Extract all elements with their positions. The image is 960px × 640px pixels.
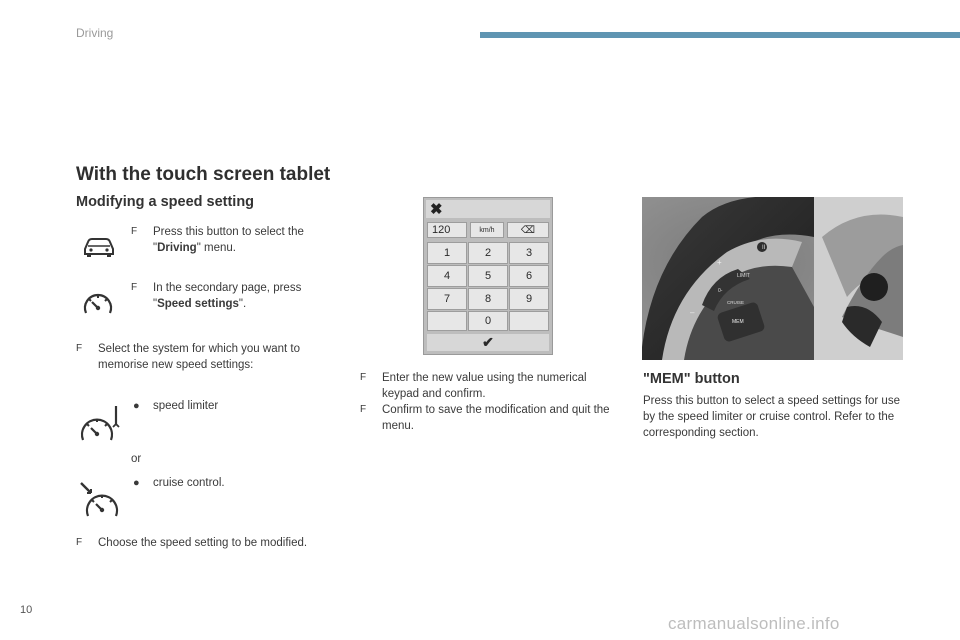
backspace-icon[interactable]: ⌫ bbox=[507, 222, 549, 238]
wheel-plus-label: + bbox=[717, 258, 722, 267]
speedometer-icon bbox=[80, 287, 116, 317]
keypad-unit[interactable]: km/h bbox=[470, 222, 504, 238]
dot-glyph: ● bbox=[133, 477, 140, 489]
page-number: 10 bbox=[20, 604, 33, 616]
steering-wheel-image bbox=[642, 197, 903, 360]
close-icon[interactable]: ✖ bbox=[430, 201, 443, 218]
keypad-key[interactable]: 2 bbox=[468, 242, 508, 264]
bullet-glyph: F bbox=[76, 343, 83, 354]
step-driving-menu: F Press this button to select the "Driving" menu. bbox=[131, 226, 304, 254]
step-speed-settings: F In the secondary page, press "Speed settings". bbox=[131, 282, 302, 310]
bullet-glyph: F bbox=[360, 404, 367, 415]
dot-glyph: ● bbox=[133, 400, 140, 412]
wheel-zero-label: 0- bbox=[718, 288, 723, 294]
keypad-key[interactable]: 3 bbox=[509, 242, 549, 264]
car-icon bbox=[82, 233, 116, 259]
mem-button-description: Press this button to select a speed settings for use by the speed limiter or cruise control. Refer to the corresponding section. bbox=[643, 395, 900, 439]
section-subtitle: Modifying a speed setting bbox=[76, 194, 255, 210]
keypad-key[interactable]: 8 bbox=[468, 288, 508, 310]
keypad-key[interactable]: 5 bbox=[468, 265, 508, 287]
keypad-key[interactable]: 1 bbox=[427, 242, 467, 264]
wheel-cruise-label: CRUISE bbox=[727, 300, 745, 305]
keypad-key[interactable]: 7 bbox=[427, 288, 467, 310]
page-title: With the touch screen tablet bbox=[76, 164, 331, 185]
keypad-key[interactable]: 6 bbox=[509, 265, 549, 287]
mem-button-title: "MEM" button bbox=[643, 371, 740, 387]
step-select-system: F Select the system for which you want to memorise new speed settings: bbox=[76, 343, 300, 371]
keypad-top-bar bbox=[426, 200, 550, 218]
keypad-key[interactable]: 9 bbox=[509, 288, 549, 310]
keypad-key[interactable]: 0 bbox=[468, 311, 508, 331]
watermark: carmanualsonline.info bbox=[668, 614, 840, 633]
checkmark-icon[interactable]: ✔ bbox=[427, 334, 549, 351]
bullet-glyph: F bbox=[360, 372, 367, 383]
wheel-limit-label: LIMIT bbox=[737, 273, 750, 279]
wheel-mem-label: MEM bbox=[732, 319, 744, 325]
step-confirm-save: F Confirm to save the modification and quit the menu. bbox=[360, 404, 610, 432]
bullet-glyph: F bbox=[131, 282, 138, 293]
wheel-minus-label: – bbox=[690, 308, 695, 317]
keypad-blank-key bbox=[427, 311, 467, 331]
keypad-blank-key bbox=[509, 311, 549, 331]
bullet-glyph: F bbox=[131, 226, 138, 237]
option-speed-limiter: ● speed limiter bbox=[133, 400, 219, 412]
keypad-display: 120 bbox=[427, 222, 467, 238]
numeric-keypad bbox=[423, 197, 553, 355]
or-label: or bbox=[131, 453, 142, 465]
wheel-pause-label: II bbox=[762, 245, 766, 251]
cruise-control-icon bbox=[78, 480, 122, 522]
step-choose-setting: F Choose the speed setting to be modified. bbox=[76, 537, 308, 549]
step-enter-value: F Enter the new value using the numerical keypad and confirm. bbox=[360, 372, 587, 400]
speed-limiter-icon bbox=[78, 402, 122, 446]
section-label: Driving bbox=[76, 26, 114, 40]
keypad-key[interactable]: 4 bbox=[427, 265, 467, 287]
option-cruise-control: ● cruise control. bbox=[133, 477, 225, 489]
bullet-glyph: F bbox=[76, 537, 83, 548]
header-accent-bar bbox=[480, 32, 960, 38]
